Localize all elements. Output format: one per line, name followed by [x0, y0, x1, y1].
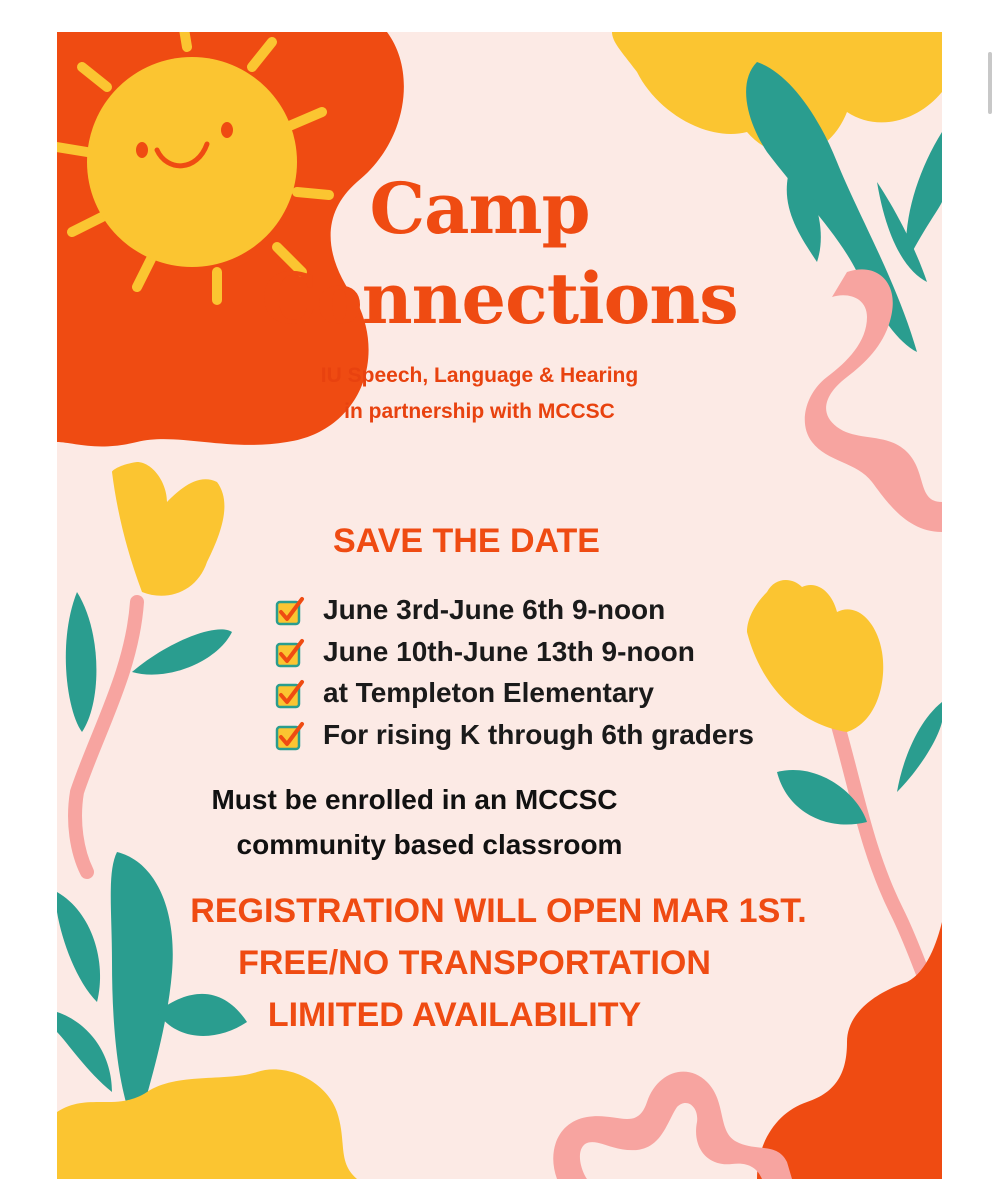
registration-line-1: REGISTRATION WILL OPEN MAR 1ST.	[190, 892, 807, 930]
camp-flyer	[57, 32, 942, 1179]
subtitle-line-2: in partnership with MCCSC	[344, 400, 615, 423]
checklist-item	[275, 634, 695, 670]
checklist-text: June 10th-June 13th 9-noon	[323, 636, 695, 667]
title-line-1: Camp	[369, 167, 590, 250]
checkbox-checked-icon	[275, 679, 303, 707]
checkbox-checked-icon	[275, 596, 303, 624]
pink-squiggle-bottom	[553, 1072, 792, 1179]
checklist-item	[275, 592, 665, 628]
checklist-text: For rising K through 6th graders	[323, 719, 754, 750]
eligibility-note-line-1: Must be enrolled in an MCCSC	[211, 784, 618, 815]
title-line-2: Connections	[261, 257, 738, 340]
save-the-date-heading: SAVE THE DATE	[333, 522, 600, 560]
registration-line-3: LIMITED AVAILABILITY	[267, 996, 642, 1034]
checklist-text: at Templeton Elementary	[323, 677, 654, 708]
checklist-text: June 3rd-June 6th 9-noon	[323, 594, 666, 625]
eligibility-note-line-2: community based classroom	[236, 829, 623, 860]
checkbox-checked-icon	[275, 721, 303, 749]
scrollbar-track[interactable]	[985, 0, 998, 1200]
yellow-blob-bottom-left	[57, 1069, 357, 1179]
subtitle-line-1: IU Speech, Language & Hearing	[320, 364, 639, 387]
checklist-item	[275, 717, 754, 753]
scrollbar-thumb[interactable]	[988, 52, 992, 114]
checklist-item	[275, 675, 654, 711]
checkbox-checked-icon	[275, 638, 303, 666]
registration-line-2: FREE/NO TRANSPORTATION	[238, 944, 711, 982]
